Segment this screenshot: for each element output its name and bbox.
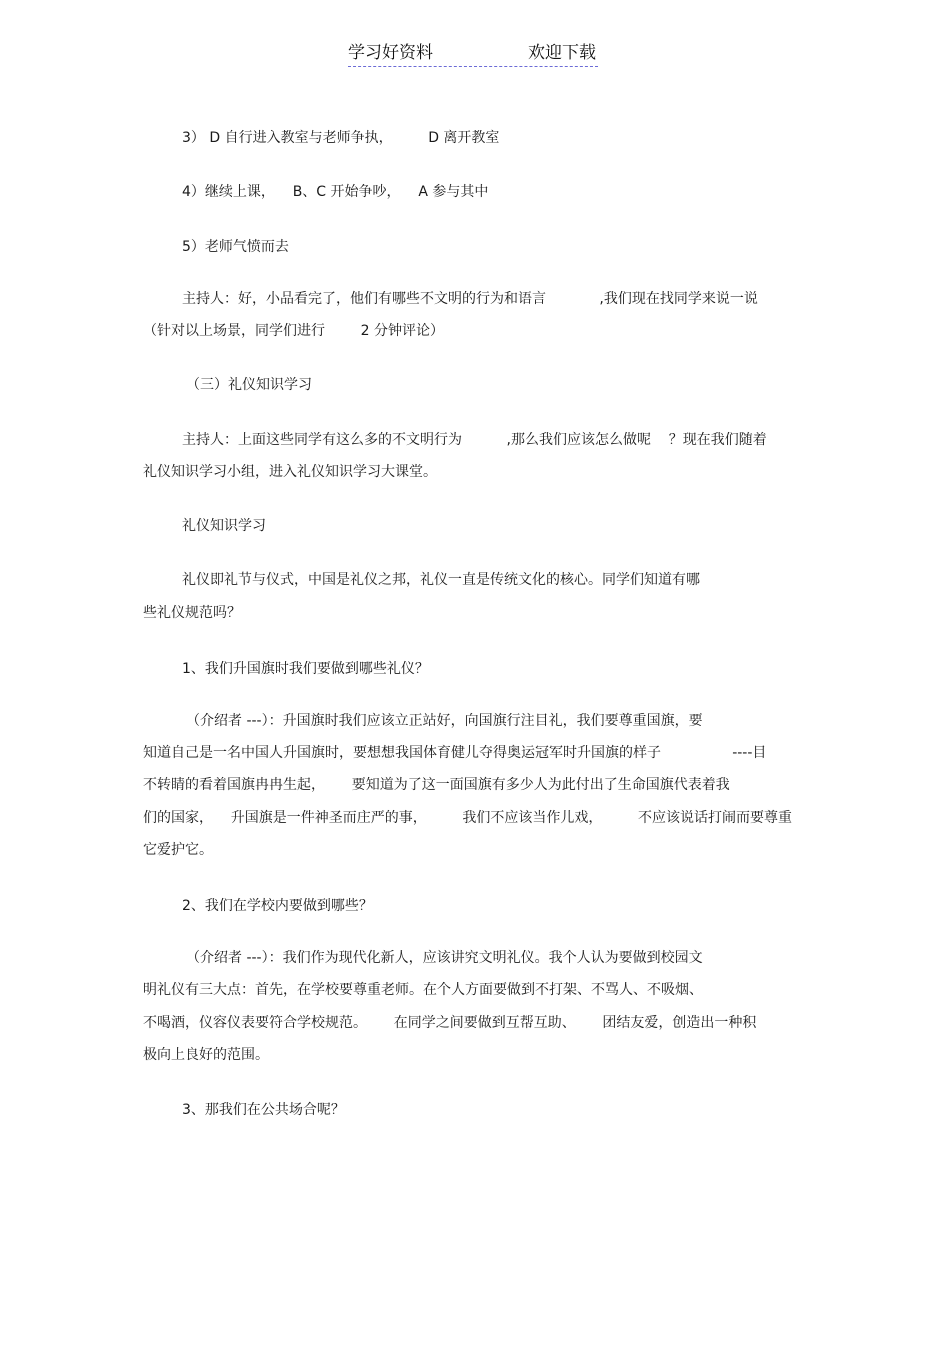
host-paragraph-1-line-2: （针对以上场景，同学们进行 2 分钟评论） [143, 323, 444, 339]
header-left-text: 学习好资料 [348, 43, 433, 63]
answer-1-line-3: 不转睛的看着国旗冉冉生起， 要知道为了这一面国旗有多少人为此付出了生命国旗代表着我 [143, 777, 730, 793]
question-1: 1、我们升国旗时我们要做到哪些礼仪？ [182, 661, 429, 677]
item-5-line: 5）老师气愤而去 [182, 239, 289, 255]
host-paragraph-2-line-2: 礼仪知识学习小组，进入礼仪知识学习大课堂。 [143, 464, 437, 480]
answer-1-line-5: 它爱护它。 [143, 842, 213, 858]
answer-2-line-1: （介绍者 ---）：我们作为现代化新人，应该讲究文明礼仪。我个人认为要做到校园文 [186, 950, 703, 966]
answer-1-line-2: 知道自己是一名中国人升国旗时，要想想我国体育健儿夺得奥运冠军时升国旗的样子 ----目 [143, 745, 767, 761]
intro-paragraph-line-1: 礼仪即礼节与仪式，中国是礼仪之邦，礼仪一直是传统文化的核心。同学们知道有哪 [182, 572, 700, 588]
header-right-text: 欢迎下载 [528, 43, 596, 63]
answer-2-line-3: 不喝酒，仪容仪表要符合学校规范。 在同学之间要做到互帮互助、 团结友爱，创造出一种积 [143, 1015, 757, 1031]
host-paragraph-1-line-1: 主持人：好，小品看完了，他们有哪些不文明的行为和语言 ,我们现在找同学来说一说 [182, 291, 758, 307]
subsection-title: 礼仪知识学习 [182, 518, 266, 534]
answer-2-line-2: 明礼仪有三大点：首先，在学校要尊重老师。在个人方面要做到不打架、不骂人、不吸烟、 [143, 982, 703, 998]
intro-paragraph-line-2: 些礼仪规范吗？ [143, 605, 241, 621]
answer-2-line-4: 极向上良好的范围。 [143, 1047, 269, 1063]
section-heading: （三）礼仪知识学习 [186, 377, 312, 393]
item-3-line: 3） D 自行进入教室与老师争执， D 离开教室 [182, 130, 500, 146]
answer-1-line-4: 们的国家， 升国旗是一件神圣而庄严的事， 我们不应该当作儿戏， 不应该说话打闹而要尊重 [143, 810, 793, 826]
item-4-line: 4）继续上课， B、C 开始争吵， A 参与其中 [182, 184, 489, 200]
host-paragraph-2-line-1: 主持人：上面这些同学有这么多的不文明行为 ,那么我们应该怎么做呢 ？现在我们随着 [182, 432, 767, 448]
page-header [348, 42, 598, 67]
question-2: 2、我们在学校内要做到哪些？ [182, 898, 373, 914]
answer-1-line-1: （介绍者 ---）：升国旗时我们应该立正站好，向国旗行注目礼，我们要尊重国旗，要 [186, 713, 703, 729]
question-3: 3、那我们在公共场合呢？ [182, 1102, 345, 1118]
